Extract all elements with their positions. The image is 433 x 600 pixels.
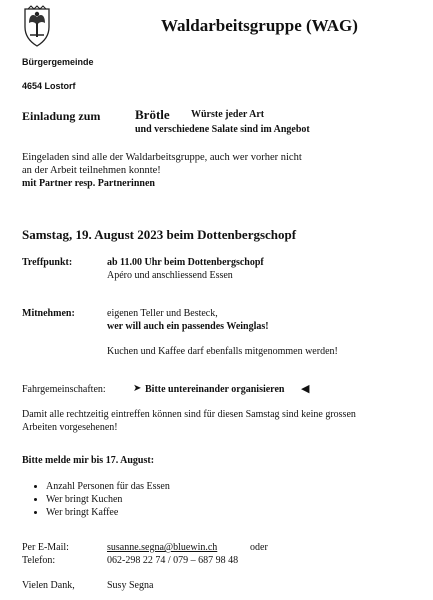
list-item: • Wer bringt Kuchen [46, 493, 170, 506]
invitation-detail-1: Würste jeder Art [191, 109, 265, 120]
notice-line-2: Arbeiten vorgesehenen! [22, 422, 118, 433]
document-title: Waldarbeitsgruppe (WAG) [161, 16, 358, 35]
org-name: Bürgergemeinde [22, 57, 94, 67]
register-list [32, 480, 170, 519]
register-heading: Bitte melde mir bis 17. August: [22, 455, 155, 466]
list-item: • Anzahl Personen für das Essen [46, 480, 170, 493]
arrow-left-icon: ◀ [301, 383, 310, 395]
bring-line-3: Kuchen und Kaffee darf ebenfalls mitgenommen werden! [107, 346, 338, 357]
bring-line-2: wer will auch ein passendes Weinglas! [107, 321, 269, 332]
meeting-label: Treffpunkt: [22, 257, 73, 268]
invitation-lead: Einladung zum [22, 109, 101, 123]
notice-line-1: Damit alle rechtzeitig eintreffen können sind für diesen Samstag sind keine grossen [22, 409, 356, 420]
bring-label: Mitnehmen: [22, 308, 75, 319]
intro-line-1: Eingeladen sind alle der Waldarbeitsgruppe, auch wer vorher nicht [22, 152, 302, 163]
invitation-detail-2: und verschiedene Salate sind im Angebot [135, 124, 310, 135]
carpool-label: Fahrgemeinschaften: [22, 384, 106, 395]
org-location: 4654 Lostorf [22, 81, 76, 91]
email-label: Per E-Mail: [22, 542, 69, 553]
carpool-text: Bitte untereinander organisieren [145, 384, 285, 395]
bring-line-1: eigenen Teller und Besteck, [107, 308, 218, 319]
event-date: Samstag, 19. August 2023 beim Dottenbergschopf [22, 227, 297, 242]
intro-line-2: an der Arbeit teilnehmen konnte! [22, 165, 161, 176]
phone-label: Telefon: [22, 555, 56, 566]
coat-of-arms-icon [22, 5, 52, 47]
meeting-time: ab 11.00 Uhr beim Dottenbergschopf [107, 257, 264, 268]
intro-line-3: mit Partner resp. Partnerinnen [22, 178, 155, 189]
list-item: • Wer bringt Kaffee [46, 506, 170, 519]
meeting-program: Apéro und anschliessend Essen [107, 270, 233, 281]
email-link[interactable]: susanne.segna@bluewin.ch [107, 542, 218, 553]
arrow-right-icon: ➤ [133, 383, 142, 394]
closing-thanks: Vielen Dank, [22, 580, 75, 591]
phone-numbers: 062-298 22 74 / 079 – 687 98 48 [107, 555, 239, 566]
closing-signature: Susy Segna [107, 580, 154, 591]
invitation-main: Brötle [135, 107, 170, 122]
contact-or: oder [250, 542, 268, 553]
